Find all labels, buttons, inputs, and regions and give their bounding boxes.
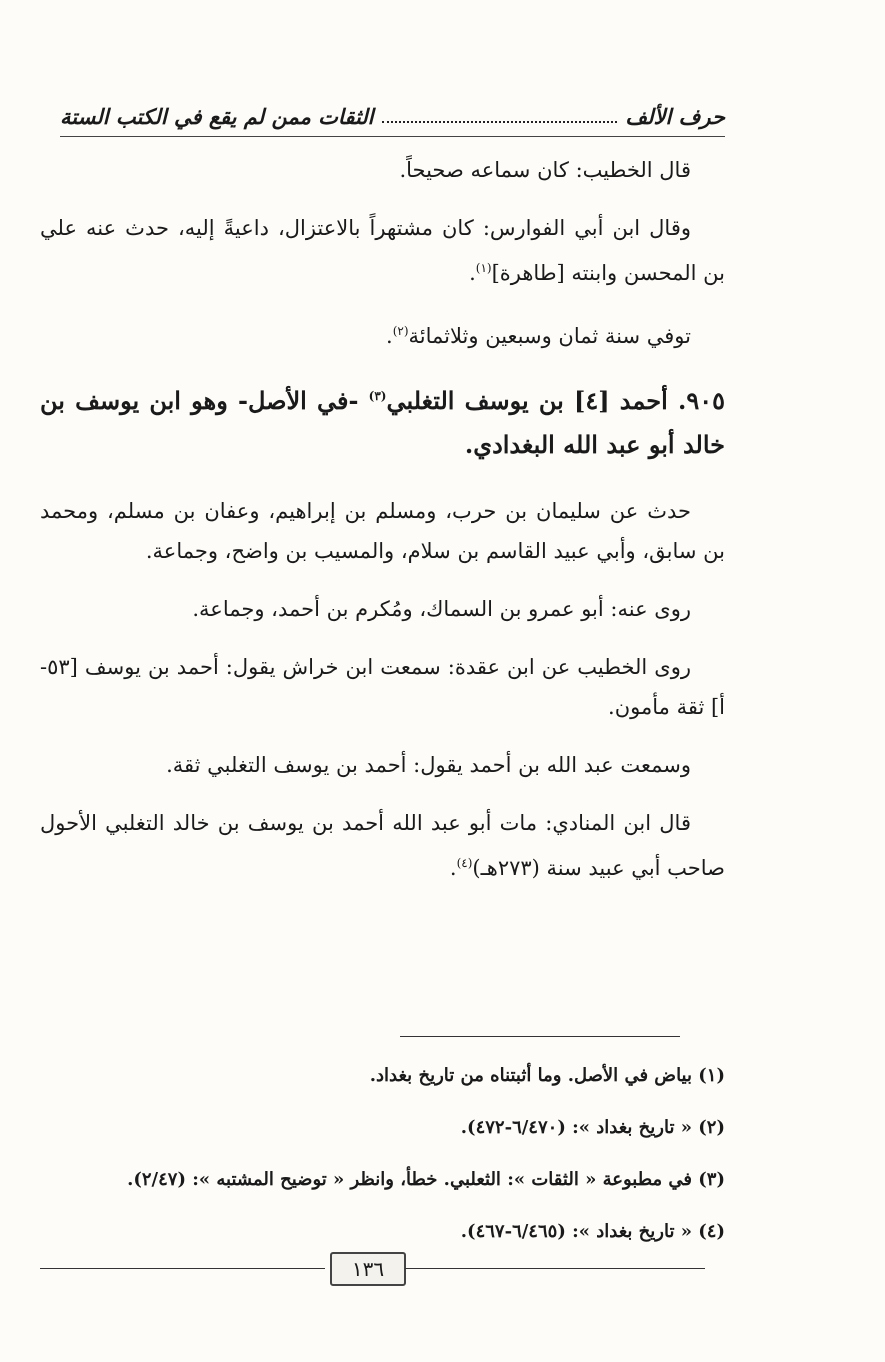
paragraph: حدث عن سليمان بن حرب، ومسلم بن إبراهيم، وعفان بن مسلم، ومحمد بن سابق، وأبي عبيد القاسم بن سلام، والمسيب بن واضح، وجماعة.: [40, 499, 725, 563]
paragraph: روى عنه: أبو عمرو بن السماك، ومُكرم بن أحمد، وجماعة.: [192, 597, 691, 621]
header-leader-dots: [382, 109, 618, 123]
footnote-ref[interactable]: (٢): [392, 324, 409, 338]
footnote-ref[interactable]: (٤): [456, 856, 473, 870]
header-book-title: الثقات ممن لم يقع في الكتب الستة: [60, 103, 374, 129]
main-text: [40, 150, 725, 906]
footnote: (٤) « تاريخ بغداد »: (٦/٤٦٥-٤٦٧).: [460, 1221, 725, 1242]
footnote: (١) بياض في الأصل. وما أثبتناه من تاريخ بغداد.: [369, 1065, 725, 1086]
footer-rule: [40, 1268, 325, 1269]
footnote: (٢) « تاريخ بغداد »: (٦/٤٧٠-٤٧٢).: [460, 1117, 725, 1138]
header-chapter: حرف الألف: [625, 103, 725, 129]
footnote-ref[interactable]: (١): [475, 261, 492, 275]
entry-number: ٩٠٥.: [677, 386, 725, 415]
footnote: (٣) في مطبوعة « الثقات »: الثعلبي. خطأ، وانظر « توضيح المشتبه »: (٢/٤٧).: [127, 1169, 725, 1190]
paragraph: وسمعت عبد الله بن أحمد يقول: أحمد بن يوسف التغلبي ثقة.: [166, 753, 691, 777]
footnote-separator: [400, 1036, 680, 1037]
running-header: [60, 96, 725, 137]
paragraph: روى الخطيب عن ابن عقدة: سمعت ابن خراش يقول: أحمد بن يوسف [٥٣-أ] ثقة مأمون.: [40, 655, 725, 719]
entry-heading: ٩٠٥. أحمد [٤] بن يوسف التغلبي$^{(٣)}$ -في الأصل- وهو ابن يوسف بن خالد أبو عبد الله البغدادي.: [40, 386, 725, 459]
paragraph: قال ابن المنادي: مات أبو عبد الله أحمد بن يوسف بن خالد التغلبي الأحول صاحب أبي عبيد سنة (٢٧٣هـ)$^{(٤)}$.: [40, 811, 725, 880]
footnotes: [110, 1050, 725, 1258]
footer-rule: [405, 1268, 705, 1269]
footnote-ref[interactable]: (٣): [368, 389, 387, 403]
paragraph: قال الخطيب: كان سماعه صحيحاً.: [399, 158, 691, 182]
page-number: ١٣٦: [330, 1252, 406, 1286]
paragraph: وقال ابن أبي الفوارس: كان مشتهراً بالاعتزال، داعيةً إليه، حدث عنه علي بن المحسن وابنته [طاهرة]$^{(١)}$.: [40, 216, 725, 285]
paragraph: توفي سنة ثمان وسبعين وثلاثمائة$^{(٢)}$.: [386, 324, 691, 348]
page-footer: [40, 1250, 705, 1286]
